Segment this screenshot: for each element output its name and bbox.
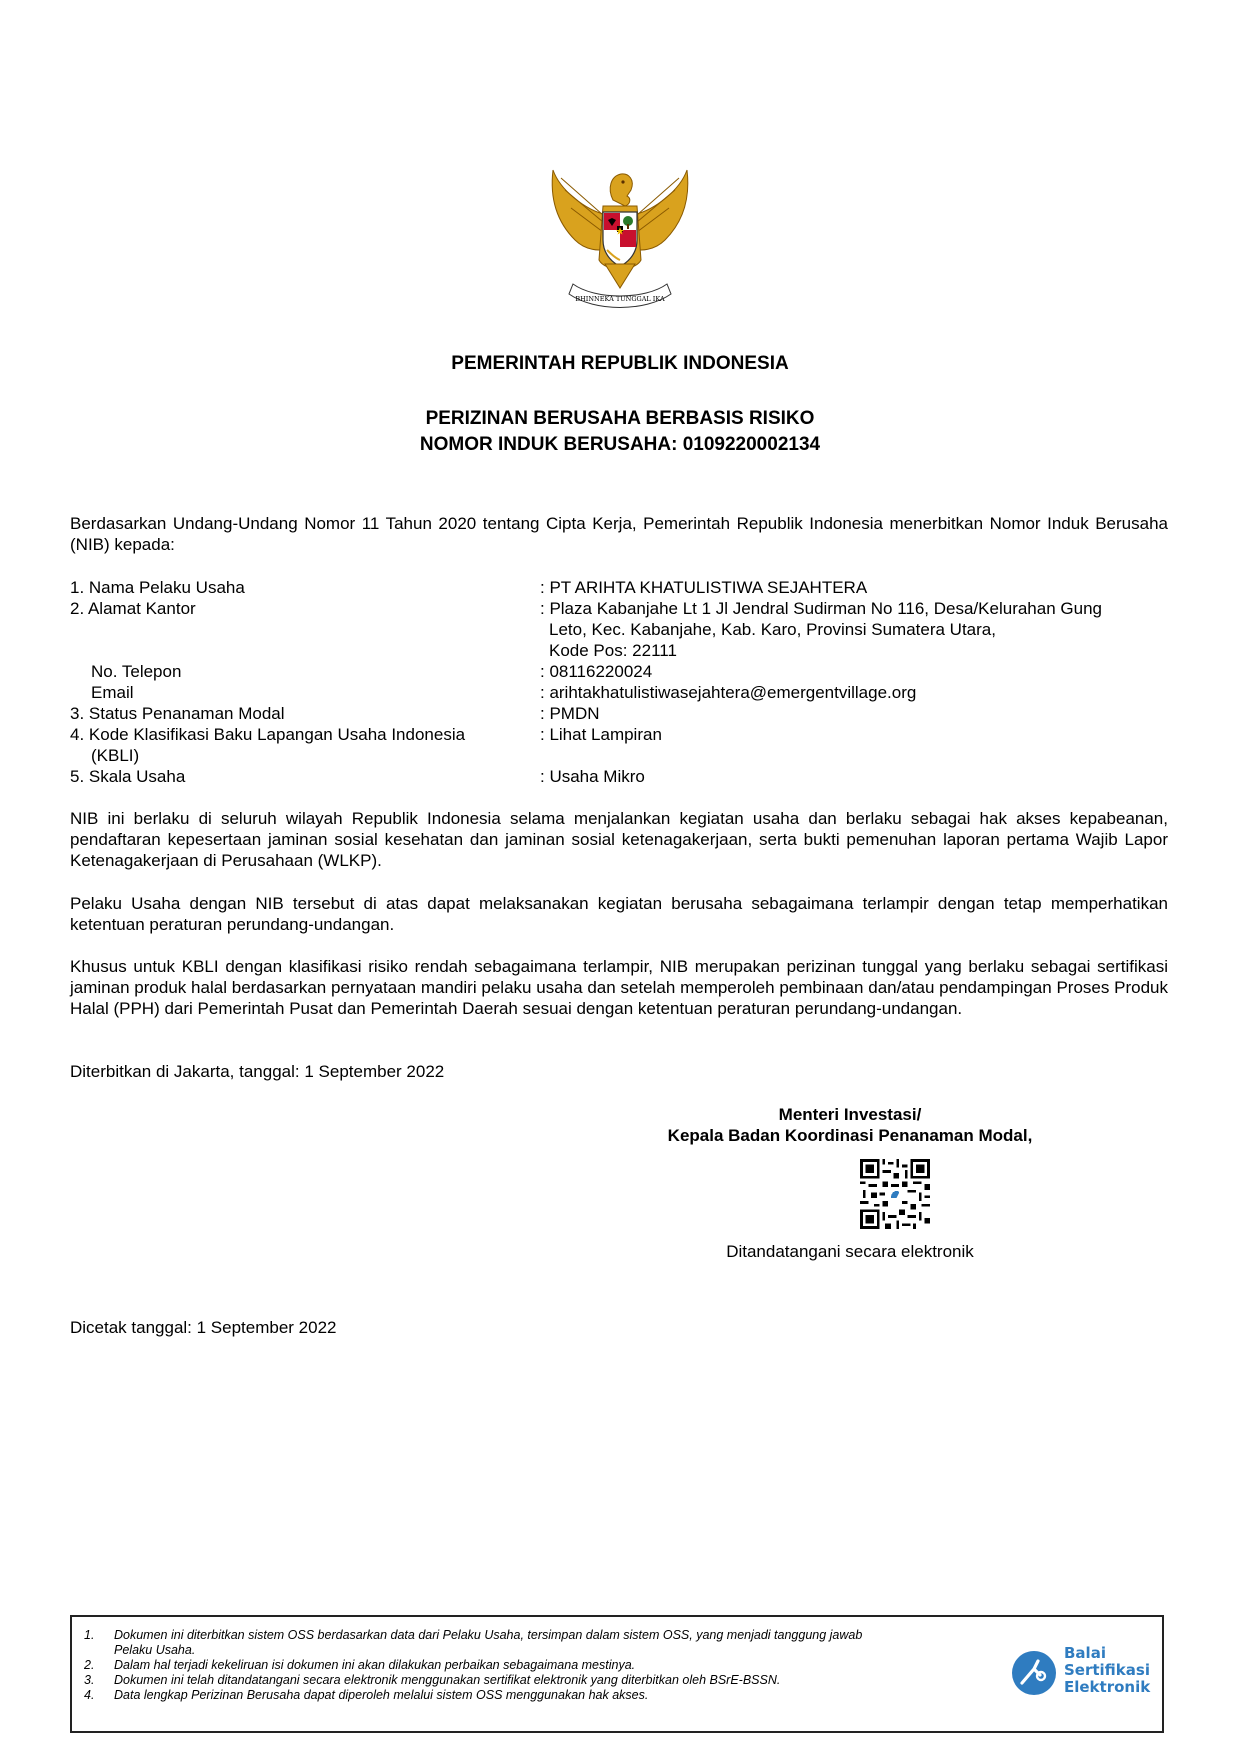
- signature-note: Ditandatangani secara elektronik: [726, 1242, 974, 1261]
- field-address-value-1: : Plaza Kabanjahe Lt 1 Jl Jendral Sudirman No 116, Desa/Kelurahan Gung: [540, 599, 1102, 618]
- field-address-label: 2. Alamat Kantor: [70, 599, 196, 618]
- footnote-text: Data lengkap Perizinan Berusaha dapat diperoleh melalui sistem OSS menggunakan hak akses.: [114, 1688, 649, 1702]
- paragraph-activity: Pelaku Usaha dengan NIB tersebut di atas dapat melaksanakan kegiatan berusaha sebagaimana terlampir dengan tetap memperhatikan ketentuan peraturan perundang-undangan.: [70, 894, 1168, 934]
- field-name-value: : PT ARIHTA KHATULISTIWA SEJAHTERA: [540, 578, 868, 597]
- field-email-value: : arihtakhatulistiwasejahtera@emergentvillage.org: [540, 683, 917, 702]
- footnote-number: 3.: [84, 1673, 95, 1687]
- footnote-number: 2.: [84, 1658, 95, 1672]
- footnote-number: 4.: [84, 1688, 95, 1702]
- field-phone-value: : 08116220024: [540, 662, 653, 681]
- signer-title-1: Menteri Investasi/: [778, 1105, 922, 1124]
- field-address-value-2: Leto, Kec. Kabanjahe, Kab. Karo, Provinsi Sumatera Utara,: [549, 620, 996, 639]
- footnote-text: Dokumen ini telah ditandatangani secara elektronik menggunakan sertifikat elektronik yang diterbitkan oleh BSrE-BSSN.: [114, 1673, 781, 1687]
- emblem-motto: BHINNEKA TUNGGAL IKA: [575, 295, 665, 303]
- bsre-line-3: Elektronik: [1064, 1678, 1151, 1696]
- paragraph-validity: NIB ini berlaku di seluruh wilayah Republik Indonesia selama menjalankan kegiatan usaha dan berlaku sebagai hak akses kepabeanan, pendaftaran kepesertaan jaminan sosial kesehatan dan jaminan sosial ketenagakerjaan, serta bukti pemenuhan laporan pertama Wajib Lapor Ketenagakerjaan di Perusahaan (WLKP).: [70, 809, 1168, 870]
- footnote-text-cont: Pelaku Usaha.: [114, 1643, 196, 1657]
- nib-number: NOMOR INDUK BERUSAHA: 0109220002134: [419, 434, 821, 455]
- garuda-emblem: [545, 160, 695, 320]
- field-status-label: 3. Status Penanaman Modal: [70, 704, 285, 723]
- field-kbli-value: : Lihat Lampiran: [540, 725, 662, 744]
- field-status-value: : PMDN: [540, 704, 600, 723]
- bsre-icon: [1010, 1649, 1058, 1697]
- footnote-text: Dokumen ini diterbitkan sistem OSS berdasarkan data dari Pelaku Usaha, tersimpan dalam sistem OSS, yang menjadi tanggung jawab: [114, 1628, 863, 1642]
- printed-date: Dicetak tanggal: 1 September 2022: [70, 1318, 337, 1337]
- field-name-label: 1. Nama Pelaku Usaha: [70, 578, 245, 597]
- issued-date: Diterbitkan di Jakarta, tanggal: 1 September 2022: [70, 1062, 445, 1081]
- qr-code: [860, 1159, 930, 1229]
- paragraph-halal: Khusus untuk KBLI dengan klasifikasi risiko rendah sebagaimana terlampir, NIB merupakan perizinan tunggal yang berlaku sebagai sertifikasi jaminan produk halal berdasarkan pernyataan mandiri pelaku usaha dan setelah memperoleh pembinaan dan/atau pendampingan Proses Produk Halal (PPH) dari Pemerintah Pusat dan Pemerintah Daerah sesuai dengan ketentuan peraturan perundang-undangan.: [70, 957, 1168, 1018]
- government-heading: PEMERINTAH REPUBLIK INDONESIA: [451, 353, 789, 374]
- field-email-label: Email: [91, 683, 134, 702]
- field-phone-label: No. Telepon: [91, 662, 182, 681]
- bsre-line-2: Sertifikasi: [1064, 1661, 1150, 1679]
- bsre-line-1: Balai: [1064, 1644, 1106, 1662]
- document-title: PERIZINAN BERUSAHA BERBASIS RISIKO: [425, 408, 815, 429]
- field-scale-value: : Usaha Mikro: [540, 767, 645, 786]
- field-kbli-label: 4. Kode Klasifikasi Baku Lapangan Usaha Indonesia: [70, 725, 466, 744]
- signer-title-2: Kepala Badan Koordinasi Penanaman Modal,: [667, 1126, 1033, 1145]
- footnote-number: 1.: [84, 1628, 95, 1642]
- field-kbli-label-cont: (KBLI): [91, 746, 140, 765]
- intro-paragraph: Berdasarkan Undang-Undang Nomor 11 Tahun 2020 tentang Cipta Kerja, Pemerintah Republik Indonesia menerbitkan Nomor Induk Berusaha (NIB) kepada:: [70, 514, 1168, 554]
- footnote-box: [70, 1615, 1164, 1733]
- footnote-text: Dalam hal terjadi kekeliruan isi dokumen ini akan dilakukan perbaikan sebagaimana mestinya.: [114, 1658, 636, 1672]
- field-address-value-3: Kode Pos: 22111: [549, 641, 677, 660]
- bsre-logo: [1004, 1645, 1164, 1705]
- field-scale-label: 5. Skala Usaha: [70, 767, 186, 786]
